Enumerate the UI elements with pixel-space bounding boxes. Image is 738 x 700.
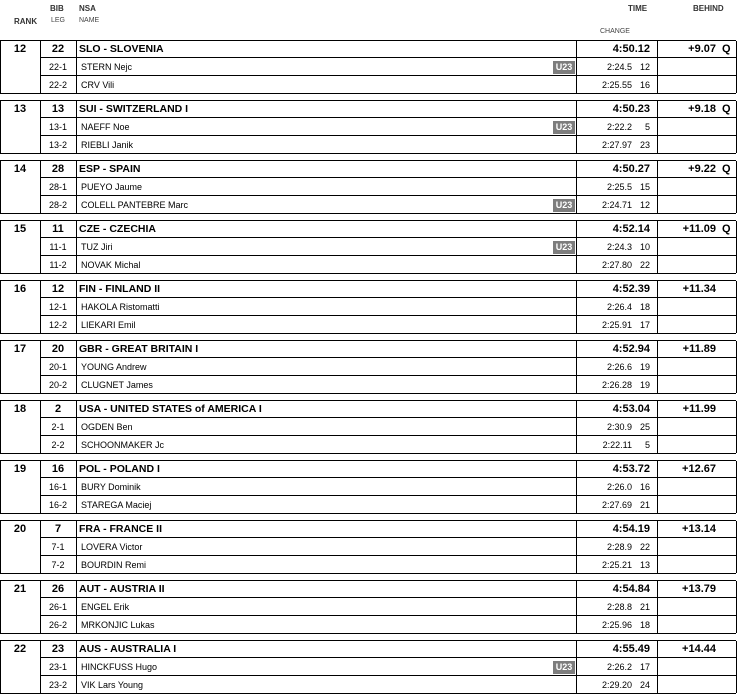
leg-rank: 16 xyxy=(639,80,650,90)
leg-row xyxy=(0,118,736,136)
leg-time: 2:27.80 xyxy=(601,260,632,270)
leg-time: 2:26.6 xyxy=(606,362,632,372)
athlete-name: LOVERA Victor xyxy=(81,542,143,552)
leg-row xyxy=(0,256,736,274)
leg-rank: 19 xyxy=(639,380,650,390)
leg-rank: 23 xyxy=(639,140,650,150)
team-block xyxy=(0,160,738,220)
leg-number: 7-1 xyxy=(51,542,65,552)
leg-rank: 25 xyxy=(639,422,650,432)
athlete-name: MRKONJIC Lukas xyxy=(81,620,155,630)
leg-rank: 19 xyxy=(639,362,650,372)
leg-time: 2:25.21 xyxy=(601,560,632,570)
leg-row xyxy=(0,538,736,556)
leg-time: 2:25.96 xyxy=(601,620,632,630)
athlete-name: HINCKFUSS Hugo xyxy=(81,662,158,672)
team-nsa: SLO - SLOVENIA xyxy=(79,43,164,55)
qualified-mark: Q xyxy=(722,223,731,235)
team-rank: 21 xyxy=(13,583,27,595)
leg-row xyxy=(0,178,736,196)
team-rank: 18 xyxy=(13,403,27,415)
team-bib: 23 xyxy=(51,643,65,655)
u23-badge: U23 xyxy=(553,241,575,254)
team-nsa: CZE - CZECHIA xyxy=(79,223,156,235)
team-bib: 7 xyxy=(54,523,62,535)
team-behind: +14.44 xyxy=(682,643,716,655)
nsa-header: NSA xyxy=(79,4,96,13)
leg-rank: 18 xyxy=(639,620,650,630)
u23-badge: U23 xyxy=(553,121,575,134)
team-behind: +9.18 xyxy=(688,103,716,115)
leg-rank: 12 xyxy=(639,200,650,210)
leg-time: 2:22.11 xyxy=(602,440,632,450)
team-time: 4:53.72 xyxy=(612,463,650,475)
rank-header: RANK xyxy=(14,17,38,26)
leg-row xyxy=(0,496,736,514)
leg-row xyxy=(0,136,736,154)
athlete-name: BOURDIN Remi xyxy=(81,560,147,570)
team-time: 4:50.12 xyxy=(612,43,650,55)
athlete-name: SCHOONMAKER Jc xyxy=(81,440,165,450)
team-time: 4:52.94 xyxy=(612,343,650,355)
leg-row xyxy=(0,196,736,214)
leg-time: 2:27.69 xyxy=(601,500,632,510)
leg-rank: 15 xyxy=(639,182,650,192)
team-nsa: FRA - FRANCE II xyxy=(79,523,163,535)
team-bib: 28 xyxy=(51,163,65,175)
team-nsa: ESP - SPAIN xyxy=(79,163,141,175)
time-header: TIME xyxy=(628,4,648,13)
team-rank: 22 xyxy=(13,643,27,655)
leg-number: 22-2 xyxy=(48,80,67,90)
team-block xyxy=(0,40,738,100)
team-time: 4:53.04 xyxy=(612,403,650,415)
athlete-name: STAREGA Maciej xyxy=(81,500,152,510)
team-block xyxy=(0,520,738,580)
team-time: 4:50.27 xyxy=(612,163,650,175)
name-header: NAME xyxy=(79,17,100,24)
team-behind: +11.34 xyxy=(682,283,716,295)
team-rank: 17 xyxy=(13,343,27,355)
athlete-name: NOVAK Michal xyxy=(81,260,141,270)
athlete-name: CRV Vili xyxy=(81,80,115,90)
leg-number: 2-1 xyxy=(51,422,65,432)
qualified-mark: Q xyxy=(722,103,731,115)
team-rank: 12 xyxy=(13,43,27,55)
team-block xyxy=(0,340,738,400)
team-behind: +9.22 xyxy=(688,163,716,175)
athlete-name: CLUGNET James xyxy=(81,380,153,390)
leg-time: 2:28.8 xyxy=(606,602,632,612)
leg-row xyxy=(0,676,736,694)
leg-rank: 12 xyxy=(639,62,650,72)
leg-rank: 24 xyxy=(639,680,650,690)
leg-number: 26-1 xyxy=(48,602,67,612)
athlete-name: STERN Nejc xyxy=(81,62,133,72)
team-time: 4:52.39 xyxy=(612,283,650,295)
athlete-name: COLELL PANTEBRE Marc xyxy=(81,200,189,210)
leg-number: 2-2 xyxy=(51,440,65,450)
leg-rank: 18 xyxy=(639,302,650,312)
leg-time: 2:28.9 xyxy=(606,542,632,552)
u23-badge: U23 xyxy=(553,199,575,212)
leg-number: 26-2 xyxy=(48,620,67,630)
team-rank: 20 xyxy=(13,523,27,535)
leg-time: 2:25.91 xyxy=(601,320,632,330)
team-nsa: AUS - AUSTRALIA I xyxy=(79,643,177,655)
team-bib: 16 xyxy=(51,463,65,475)
team-bib: 2 xyxy=(54,403,62,415)
team-rank: 14 xyxy=(13,163,27,175)
team-behind: +11.99 xyxy=(682,403,716,415)
leg-rank: 22 xyxy=(639,260,650,270)
team-block xyxy=(0,460,738,520)
athlete-name: LIEKARI Emil xyxy=(81,320,136,330)
athlete-name: RIEBLI Janik xyxy=(81,140,134,150)
team-block xyxy=(0,580,738,640)
leg-row xyxy=(0,616,736,634)
leg-time: 2:26.28 xyxy=(601,380,632,390)
team-nsa: FIN - FINLAND II xyxy=(79,283,161,295)
team-time: 4:54.84 xyxy=(612,583,650,595)
leg-rank: 5 xyxy=(644,440,650,450)
leg-number: 13-2 xyxy=(48,140,67,150)
team-nsa: POL - POLAND I xyxy=(79,463,160,475)
leg-time: 2:30.9 xyxy=(606,422,632,432)
team-bib: 13 xyxy=(51,103,65,115)
leg-rank: 17 xyxy=(639,662,650,672)
leg-row xyxy=(0,556,736,574)
athlete-name: BURY Dominik xyxy=(81,482,141,492)
leg-rank: 22 xyxy=(639,542,650,552)
leg-row xyxy=(0,76,736,94)
team-rank: 16 xyxy=(13,283,27,295)
leg-time: 2:26.2 xyxy=(606,662,632,672)
leg-rank: 10 xyxy=(639,242,650,252)
leg-rank: 13 xyxy=(639,560,650,570)
leg-rank: 17 xyxy=(639,320,650,330)
leg-row xyxy=(0,376,736,394)
u23-badge: U23 xyxy=(553,661,575,674)
leg-number: 20-1 xyxy=(48,362,67,372)
leg-rank: 16 xyxy=(639,482,650,492)
team-nsa: AUT - AUSTRIA II xyxy=(79,583,165,595)
team-block xyxy=(0,280,738,340)
team-behind: +9.07 xyxy=(688,43,716,55)
leg-number: 12-1 xyxy=(48,302,67,312)
column-headers xyxy=(0,0,738,40)
qualified-mark: Q xyxy=(722,43,731,55)
leg-time: 2:24.5 xyxy=(606,62,632,72)
team-rank: 15 xyxy=(13,223,27,235)
team-time: 4:54.19 xyxy=(612,523,650,535)
athlete-name: VIK Lars Young xyxy=(81,680,144,690)
leg-row xyxy=(0,658,736,676)
team-behind: +13.14 xyxy=(682,523,716,535)
leg-number: 22-1 xyxy=(48,62,67,72)
team-block xyxy=(0,640,738,700)
team-behind: +11.89 xyxy=(682,343,716,355)
behind-header: BEHIND xyxy=(693,4,724,13)
qualified-mark: Q xyxy=(722,163,731,175)
leg-number: 16-1 xyxy=(48,482,67,492)
leg-row xyxy=(0,478,736,496)
leg-time: 2:22.2 xyxy=(606,122,632,132)
leg-row xyxy=(0,58,736,76)
leg-row xyxy=(0,298,736,316)
leg-number: 7-2 xyxy=(51,560,65,570)
bib-header: BIB xyxy=(50,4,64,13)
team-block xyxy=(0,400,738,460)
team-time: 4:50.23 xyxy=(612,103,650,115)
athlete-name: TUZ Jiri xyxy=(81,242,113,252)
leg-time: 2:27.97 xyxy=(601,140,632,150)
team-bib: 12 xyxy=(51,283,65,295)
leg-number: 16-2 xyxy=(48,500,67,510)
team-behind: +11.09 xyxy=(682,223,716,235)
leg-number: 12-2 xyxy=(48,320,67,330)
team-behind: +12.67 xyxy=(682,463,716,475)
team-time: 4:52.14 xyxy=(612,223,650,235)
leg-rank: 5 xyxy=(644,122,650,132)
change-header: CHANGE xyxy=(600,28,630,35)
team-block xyxy=(0,220,738,280)
leg-number: 28-2 xyxy=(48,200,67,210)
athlete-name: HAKOLA Ristomatti xyxy=(81,302,160,312)
leg-time: 2:24.3 xyxy=(606,242,632,252)
leg-time: 2:25.55 xyxy=(601,80,632,90)
team-bib: 22 xyxy=(51,43,65,55)
athlete-name: YOUNG Andrew xyxy=(81,362,147,372)
leg-row xyxy=(0,358,736,376)
team-bib: 11 xyxy=(52,223,64,235)
team-behind: +13.79 xyxy=(682,583,716,595)
leg-rank: 21 xyxy=(639,500,650,510)
team-bib: 20 xyxy=(51,343,65,355)
leg-rank: 21 xyxy=(639,602,650,612)
leg-row xyxy=(0,598,736,616)
leg-number: 13-1 xyxy=(48,122,67,132)
leg-time: 2:29.20 xyxy=(601,680,632,690)
team-bib: 26 xyxy=(51,583,65,595)
leg-row xyxy=(0,316,736,334)
leg-row xyxy=(0,436,736,454)
team-nsa: USA - UNITED STATES of AMERICA I xyxy=(79,403,262,415)
u23-badge: U23 xyxy=(553,61,575,74)
leg-number: 20-2 xyxy=(48,380,67,390)
leg-row xyxy=(0,238,736,256)
leg-number: 11-1 xyxy=(49,242,67,252)
athlete-name: OGDEN Ben xyxy=(81,422,133,432)
leg-row xyxy=(0,418,736,436)
leg-number: 23-2 xyxy=(48,680,67,690)
leg-time: 2:26.0 xyxy=(606,482,632,492)
leg-number: 28-1 xyxy=(48,182,67,192)
team-rank: 19 xyxy=(13,463,27,475)
team-nsa: GBR - GREAT BRITAIN I xyxy=(79,343,199,355)
athlete-name: PUEYO Jaume xyxy=(81,182,143,192)
team-nsa: SUI - SWITZERLAND I xyxy=(79,103,189,115)
leg-time: 2:26.4 xyxy=(606,302,632,312)
leg-number: 11-2 xyxy=(49,260,67,270)
leg-header: LEG xyxy=(51,17,66,24)
results-table xyxy=(0,40,738,700)
team-rank: 13 xyxy=(13,103,27,115)
leg-time: 2:25.5 xyxy=(606,182,632,192)
team-block xyxy=(0,100,738,160)
athlete-name: ENGEL Erik xyxy=(81,602,130,612)
team-time: 4:55.49 xyxy=(612,643,650,655)
athlete-name: NAEFF Noe xyxy=(81,122,130,132)
leg-time: 2:24.71 xyxy=(601,200,632,210)
leg-number: 23-1 xyxy=(48,662,67,672)
